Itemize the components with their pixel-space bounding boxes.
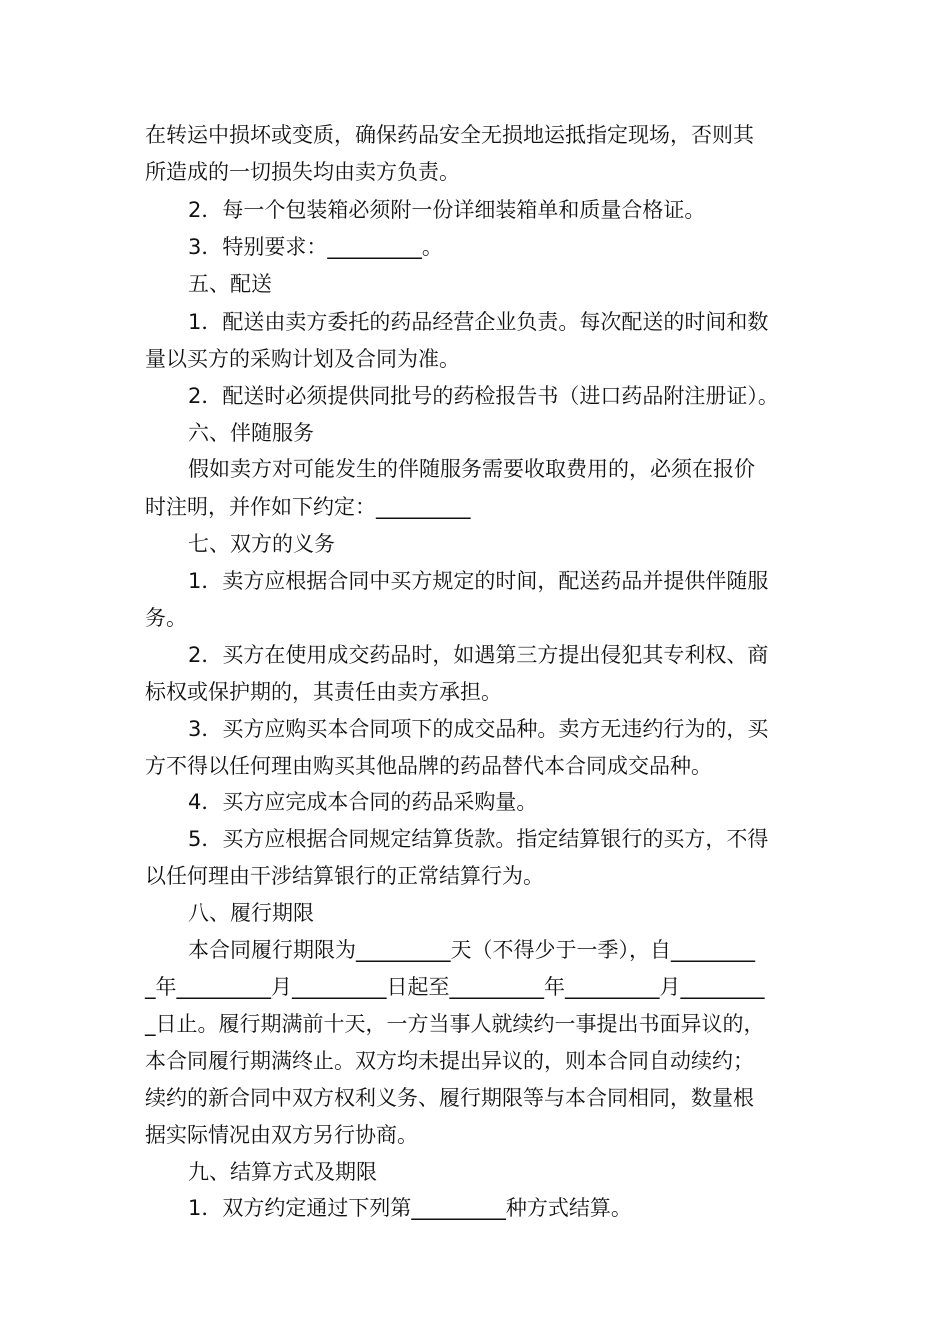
text-line: 3．买方应购买本合同项下的成交品种。卖方无违约行为的，买 [188, 717, 769, 741]
section-heading: 七、双方的义务 [188, 532, 335, 556]
text-line: 4．买方应完成本合同的药品采购量。 [188, 790, 538, 814]
text-line: _日止。履行期满前十天，一方当事人就续约一事提出书面异议的， [145, 1012, 765, 1036]
section-heading: 九、结算方式及期限 [188, 1160, 377, 1184]
section-heading: 五、配送 [188, 272, 272, 296]
text-line: 务。 [145, 606, 187, 630]
text-line: 2．每一个包装箱必须附一份详细装箱单和质量合格证。 [188, 198, 706, 222]
text-line: 2．配送时必须提供同批号的药检报告书（进口药品附注册证）。 [188, 384, 779, 408]
text-line: 方不得以任何理由购买其他品牌的药品替代本合同成交品种。 [145, 754, 712, 778]
section-heading: 八、履行期限 [188, 901, 314, 925]
text-line: 5．买方应根据合同规定结算货款。指定结算银行的买方，不得 [188, 827, 769, 851]
text-line: 1．配送由卖方委托的药品经营企业负责。每次配送的时间和数 [188, 310, 769, 334]
text-line: 量以买方的采购计划及合同为准。 [145, 347, 460, 371]
text-line: _年_________月_________日起至_________年_________月________ [145, 975, 765, 999]
text-line: 本合同履行期满终止。双方均未提出异议的，则本合同自动续约； [145, 1049, 754, 1073]
text-line: 据实际情况由双方另行协商。 [145, 1123, 418, 1147]
text-line: 假如卖方对可能发生的伴随服务需要收取费用的，必须在报价 [188, 457, 755, 481]
text-line: 2．买方在使用成交药品时，如遇第三方提出侵犯其专利权、商 [188, 643, 769, 667]
text-line: 3．特别要求：_________。 [188, 235, 443, 259]
text-line: 在转运中损坏或变质，确保药品安全无损地运抵指定现场，否则其 [145, 123, 754, 147]
section-heading: 六、伴随服务 [188, 421, 314, 445]
text-line: 本合同履行期限为_________天（不得少于一季），自________ [188, 938, 755, 962]
text-line: 以任何理由干涉结算银行的正常结算行为。 [145, 864, 544, 888]
text-line: 续约的新合同中双方权利义务、履行期限等与本合同相同，数量根 [145, 1086, 754, 1110]
text-line: 标权或保护期的，其责任由卖方承担。 [145, 680, 502, 704]
text-line: 1．卖方应根据合同中买方规定的时间，配送药品并提供伴随服 [188, 569, 769, 593]
text-line: 时注明，并作如下约定：_________ [145, 495, 471, 519]
text-line: 所造成的一切损失均由卖方负责。 [145, 160, 460, 184]
text-line: 1．双方约定通过下列第_________种方式结算。 [188, 1196, 632, 1220]
